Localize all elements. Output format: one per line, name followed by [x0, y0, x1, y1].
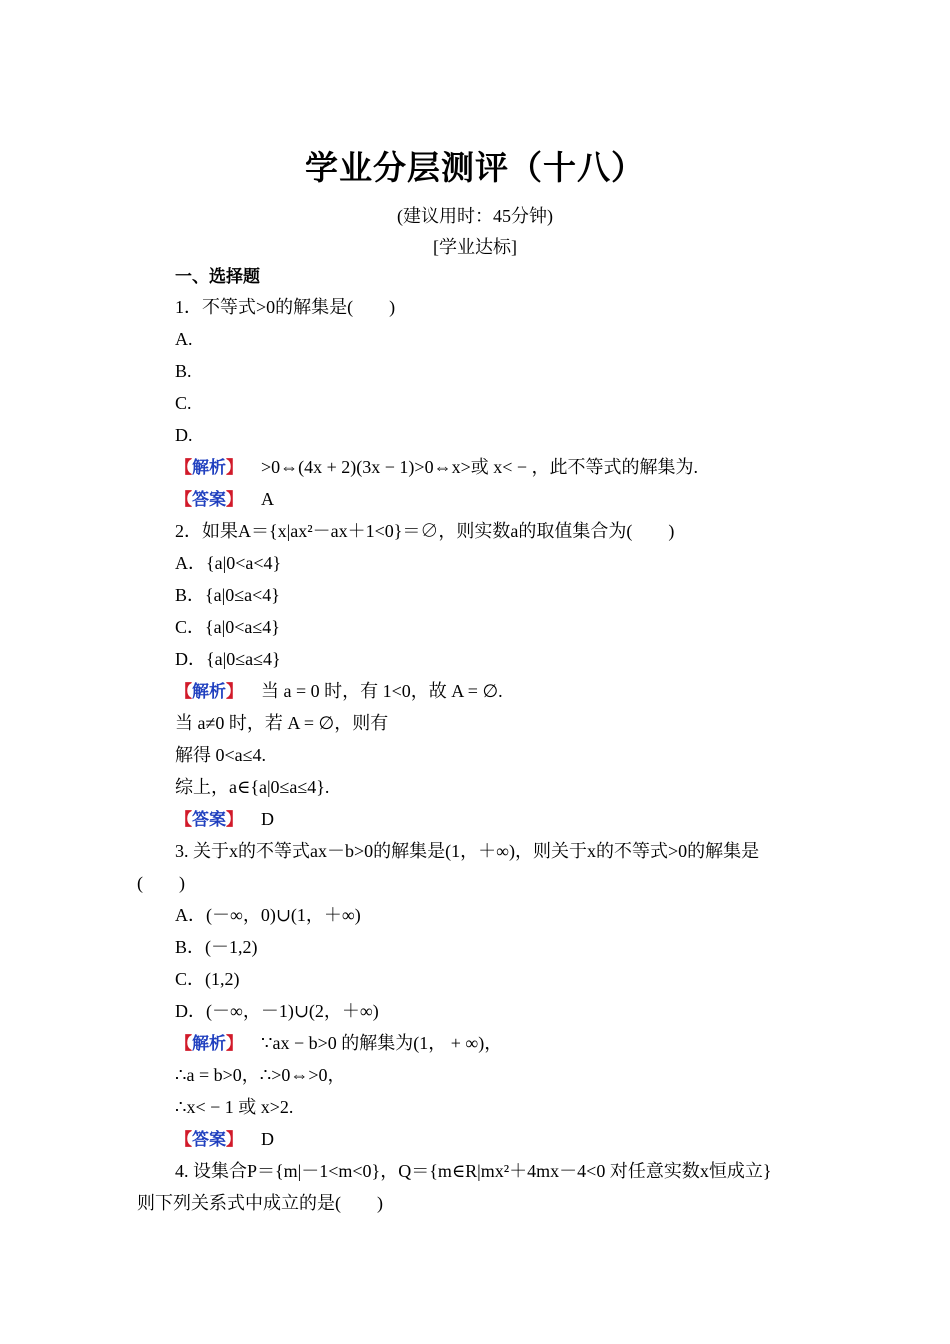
- section-label: [学业达标]: [433, 237, 517, 257]
- answer-tag: 【答案】: [175, 1130, 243, 1150]
- q3-analysis-line-3: ∴x< − 1 或 x>2.: [175, 1097, 294, 1117]
- q4-stem-line-2: 则下列关系式中成立的是( ): [137, 1193, 383, 1213]
- answer-tag: 【答案】: [175, 810, 243, 830]
- q1-option-c: C.: [175, 393, 192, 413]
- q2-option-c: C．{a|0<a≤4}: [175, 617, 280, 637]
- page-title: 学业分层测评（十八）: [305, 148, 645, 187]
- q3-stem-line-1: 3. 关于x的不等式ax－b>0的解集是(1，＋∞)，则关于x的不等式>0的解集是: [175, 841, 760, 861]
- q3-analysis-line-1: ∵ax − b>0 的解集为(1， + ∞)，: [261, 1033, 503, 1053]
- q2-answer: [175, 807, 274, 832]
- q2-answer-value: D: [261, 809, 274, 829]
- q1-answer-value: A: [261, 489, 274, 509]
- q2-stem: 2．如果A＝{x|ax²－ax＋1<0}＝∅，则实数a的取值集合为( ): [175, 521, 675, 541]
- q3-stem-line-2: ( ): [137, 873, 185, 893]
- q1-analysis-text: >0⇔(4x + 2)(3x − 1)>0⇔x>或 x< − ，此不等式的解集为.: [261, 457, 699, 477]
- q1-stem: 1．不等式>0的解集是( ): [175, 297, 396, 317]
- q2-analysis-line-1: 当 a = 0 时，有 1<0，故 A = ∅.: [261, 681, 503, 701]
- q3-analysis-line-2: ∴a = b>0，∴>0⇔>0，: [175, 1065, 346, 1085]
- answer-tag: 【答案】: [175, 490, 243, 510]
- q2-option-a: A．{a|0<a<4}: [175, 553, 282, 573]
- q2-analysis-line-3: 解得 0<a≤4.: [175, 745, 267, 765]
- q3-answer: [175, 1127, 274, 1152]
- part-heading: 一、选择题: [175, 267, 260, 287]
- q2-option-b: B．{a|0≤a<4}: [175, 585, 280, 605]
- q2-analysis: [175, 679, 503, 704]
- q1-option-b: B.: [175, 361, 192, 381]
- q1-analysis: [175, 455, 698, 480]
- q3-option-b: B．(－1,2): [175, 937, 258, 957]
- q2-analysis-line-2: 当 a≠0 时，若 A = ∅，则有: [175, 713, 389, 733]
- q1-option-d: D.: [175, 425, 193, 445]
- q3-option-a: A．(－∞，0)∪(1，＋∞): [175, 905, 361, 925]
- time-note: (建议用时：45分钟): [397, 206, 553, 226]
- q3-analysis: [175, 1031, 502, 1056]
- q3-option-d: D．(－∞，－1)∪(2，＋∞): [175, 1001, 379, 1021]
- analysis-tag: 【解析】: [175, 1034, 243, 1054]
- q2-option-d: D．{a|0≤a≤4}: [175, 649, 281, 669]
- analysis-tag: 【解析】: [175, 458, 243, 478]
- q4-stem-line-1: 4. 设集合P＝{m|－1<m<0}，Q＝{m∈R|mx²＋4mx－4<0 对任意实数x恒成立}: [175, 1161, 772, 1181]
- q1-option-a: A.: [175, 329, 193, 349]
- q2-analysis-line-4: 综上，a∈{a|0≤a≤4}.: [175, 777, 330, 797]
- analysis-tag: 【解析】: [175, 682, 243, 702]
- q3-answer-value: D: [261, 1129, 274, 1149]
- q1-answer: [175, 487, 274, 512]
- q3-option-c: C．(1,2): [175, 969, 240, 989]
